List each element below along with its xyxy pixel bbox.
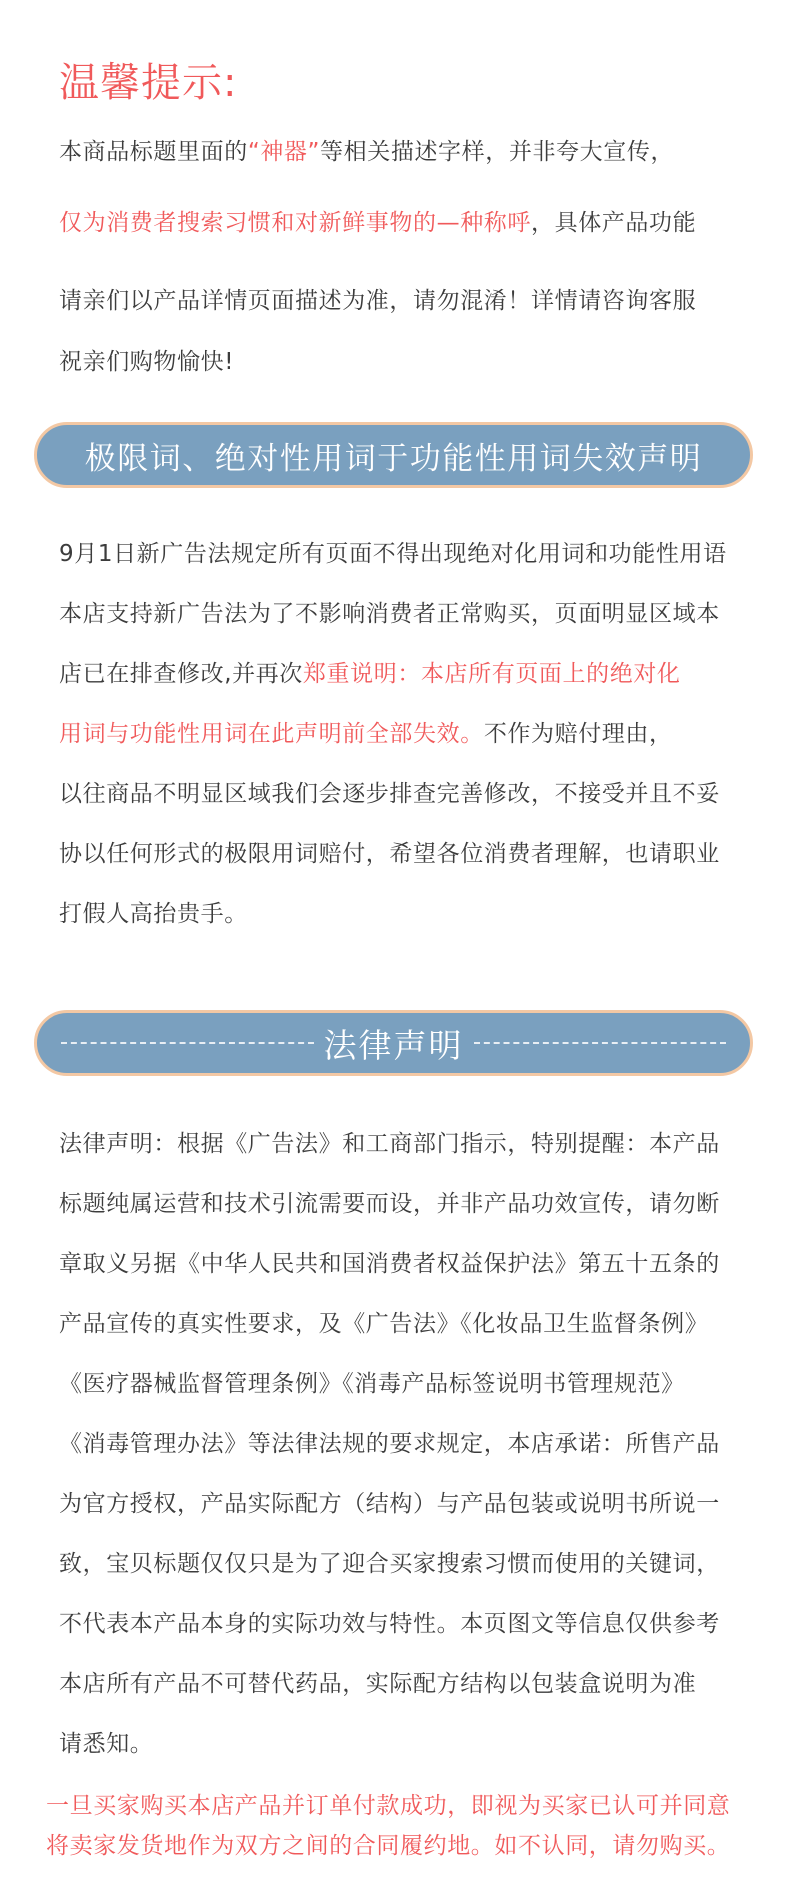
section1-line-6: 协以任何形式的极限用词赔付，希望各位消费者理解，也请职业: [59, 841, 720, 867]
section1-line-2: 本店支持新广告法为了不影响消费者正常购买，页面明显区域本: [59, 601, 720, 627]
section1-line-4-b: 不作为赔付理由，: [483, 721, 673, 747]
legal-line-1: 法律声明：根据《广告法》和工商部门指示，特别提醒：本产品: [59, 1131, 720, 1157]
section1-line-3-a: 店已在排查修改,并再次: [59, 661, 303, 687]
banner-right-dashes: [474, 1042, 727, 1044]
legal-line-2: 标题纯属运营和技术引流需要而设，并非产品功效宣传，请勿断: [59, 1191, 720, 1217]
tips-line-1-a: 本商品标题里面的: [59, 139, 248, 165]
section1-line-1: 9月1日新广告法规定所有页面不得出现绝对化用词和功能性用语: [59, 541, 727, 567]
legal-line-4: 产品宣传的真实性要求，及《广告法》《化妆品卫生监督条例》: [59, 1311, 709, 1337]
banner-absolute-words-title: 极限词、绝对性用词于功能性用词失效声明: [84, 440, 703, 477]
section1-line-3-highlight: 郑重说明：本店所有页面上的绝对化: [302, 661, 681, 687]
section1-line-4-highlight: 用词与功能性用词在此声明前全部失效。: [59, 721, 484, 747]
purchase-notice-line-1: 一旦买家购买本店产品并订单付款成功，即视为买家已认可并同意: [46, 1793, 731, 1819]
tips-line-3: 请亲们以产品详情页面描述为准，请勿混淆！详情请咨询客服: [59, 288, 697, 314]
legal-line-9: 不代表本产品本身的实际功效与特性。本页图文等信息仅供参考: [59, 1611, 720, 1637]
legal-line-10: 本店所有产品不可替代药品，实际配方结构以包装盒说明为准: [59, 1671, 697, 1697]
banner-legal-title: 法律声明: [323, 1025, 464, 1065]
banner-legal-statement: [34, 1010, 753, 1076]
legal-line-5: 《医疗器械监督管理条例》《消毒产品标签说明书管理规范》: [59, 1371, 685, 1397]
section1-line-4: [59, 718, 673, 750]
banner-left-dashes: [61, 1042, 314, 1044]
legal-line-7: 为官方授权，产品实际配方（结构）与产品包装或说明书所说一: [59, 1491, 720, 1517]
tips-line-1-c: 等相关描述字样，并非夸大宣传，: [320, 139, 675, 165]
legal-line-6: 《消毒管理办法》等法律法规的要求规定，本店承诺：所售产品: [59, 1431, 720, 1457]
tips-line-1-highlight: “神器”: [247, 139, 321, 165]
banner-absolute-words-disclaimer: [34, 422, 753, 488]
purchase-notice-line-2: 将卖家发货地作为双方之间的合同履约地。如不认同，请勿购买。: [46, 1833, 731, 1859]
tips-line-4: 祝亲们购物愉快!: [59, 349, 235, 375]
tips-heading: 温馨提示:: [59, 60, 238, 106]
legal-line-3: 章取义另据《中华人民共和国消费者权益保护法》第五十五条的: [59, 1251, 720, 1277]
tips-line-1: [59, 136, 674, 168]
section1-line-5: 以往商品不明显区域我们会逐步排查完善修改，不接受并且不妥: [59, 781, 720, 807]
tips-line-2: [59, 207, 696, 239]
tips-line-2-highlight: 仅为消费者搜索习惯和对新鲜事物的—种称呼: [59, 210, 531, 236]
legal-line-8: 致，宝贝标题仅仅只是为了迎合买家搜索习惯而使用的关键词，: [59, 1551, 720, 1577]
tips-line-2-b: ，具体产品功能: [531, 210, 697, 236]
section1-line-7: 打假人高抬贵手。: [59, 901, 248, 927]
section1-line-3: [59, 658, 681, 690]
legal-line-11: 请悉知。: [59, 1731, 154, 1757]
